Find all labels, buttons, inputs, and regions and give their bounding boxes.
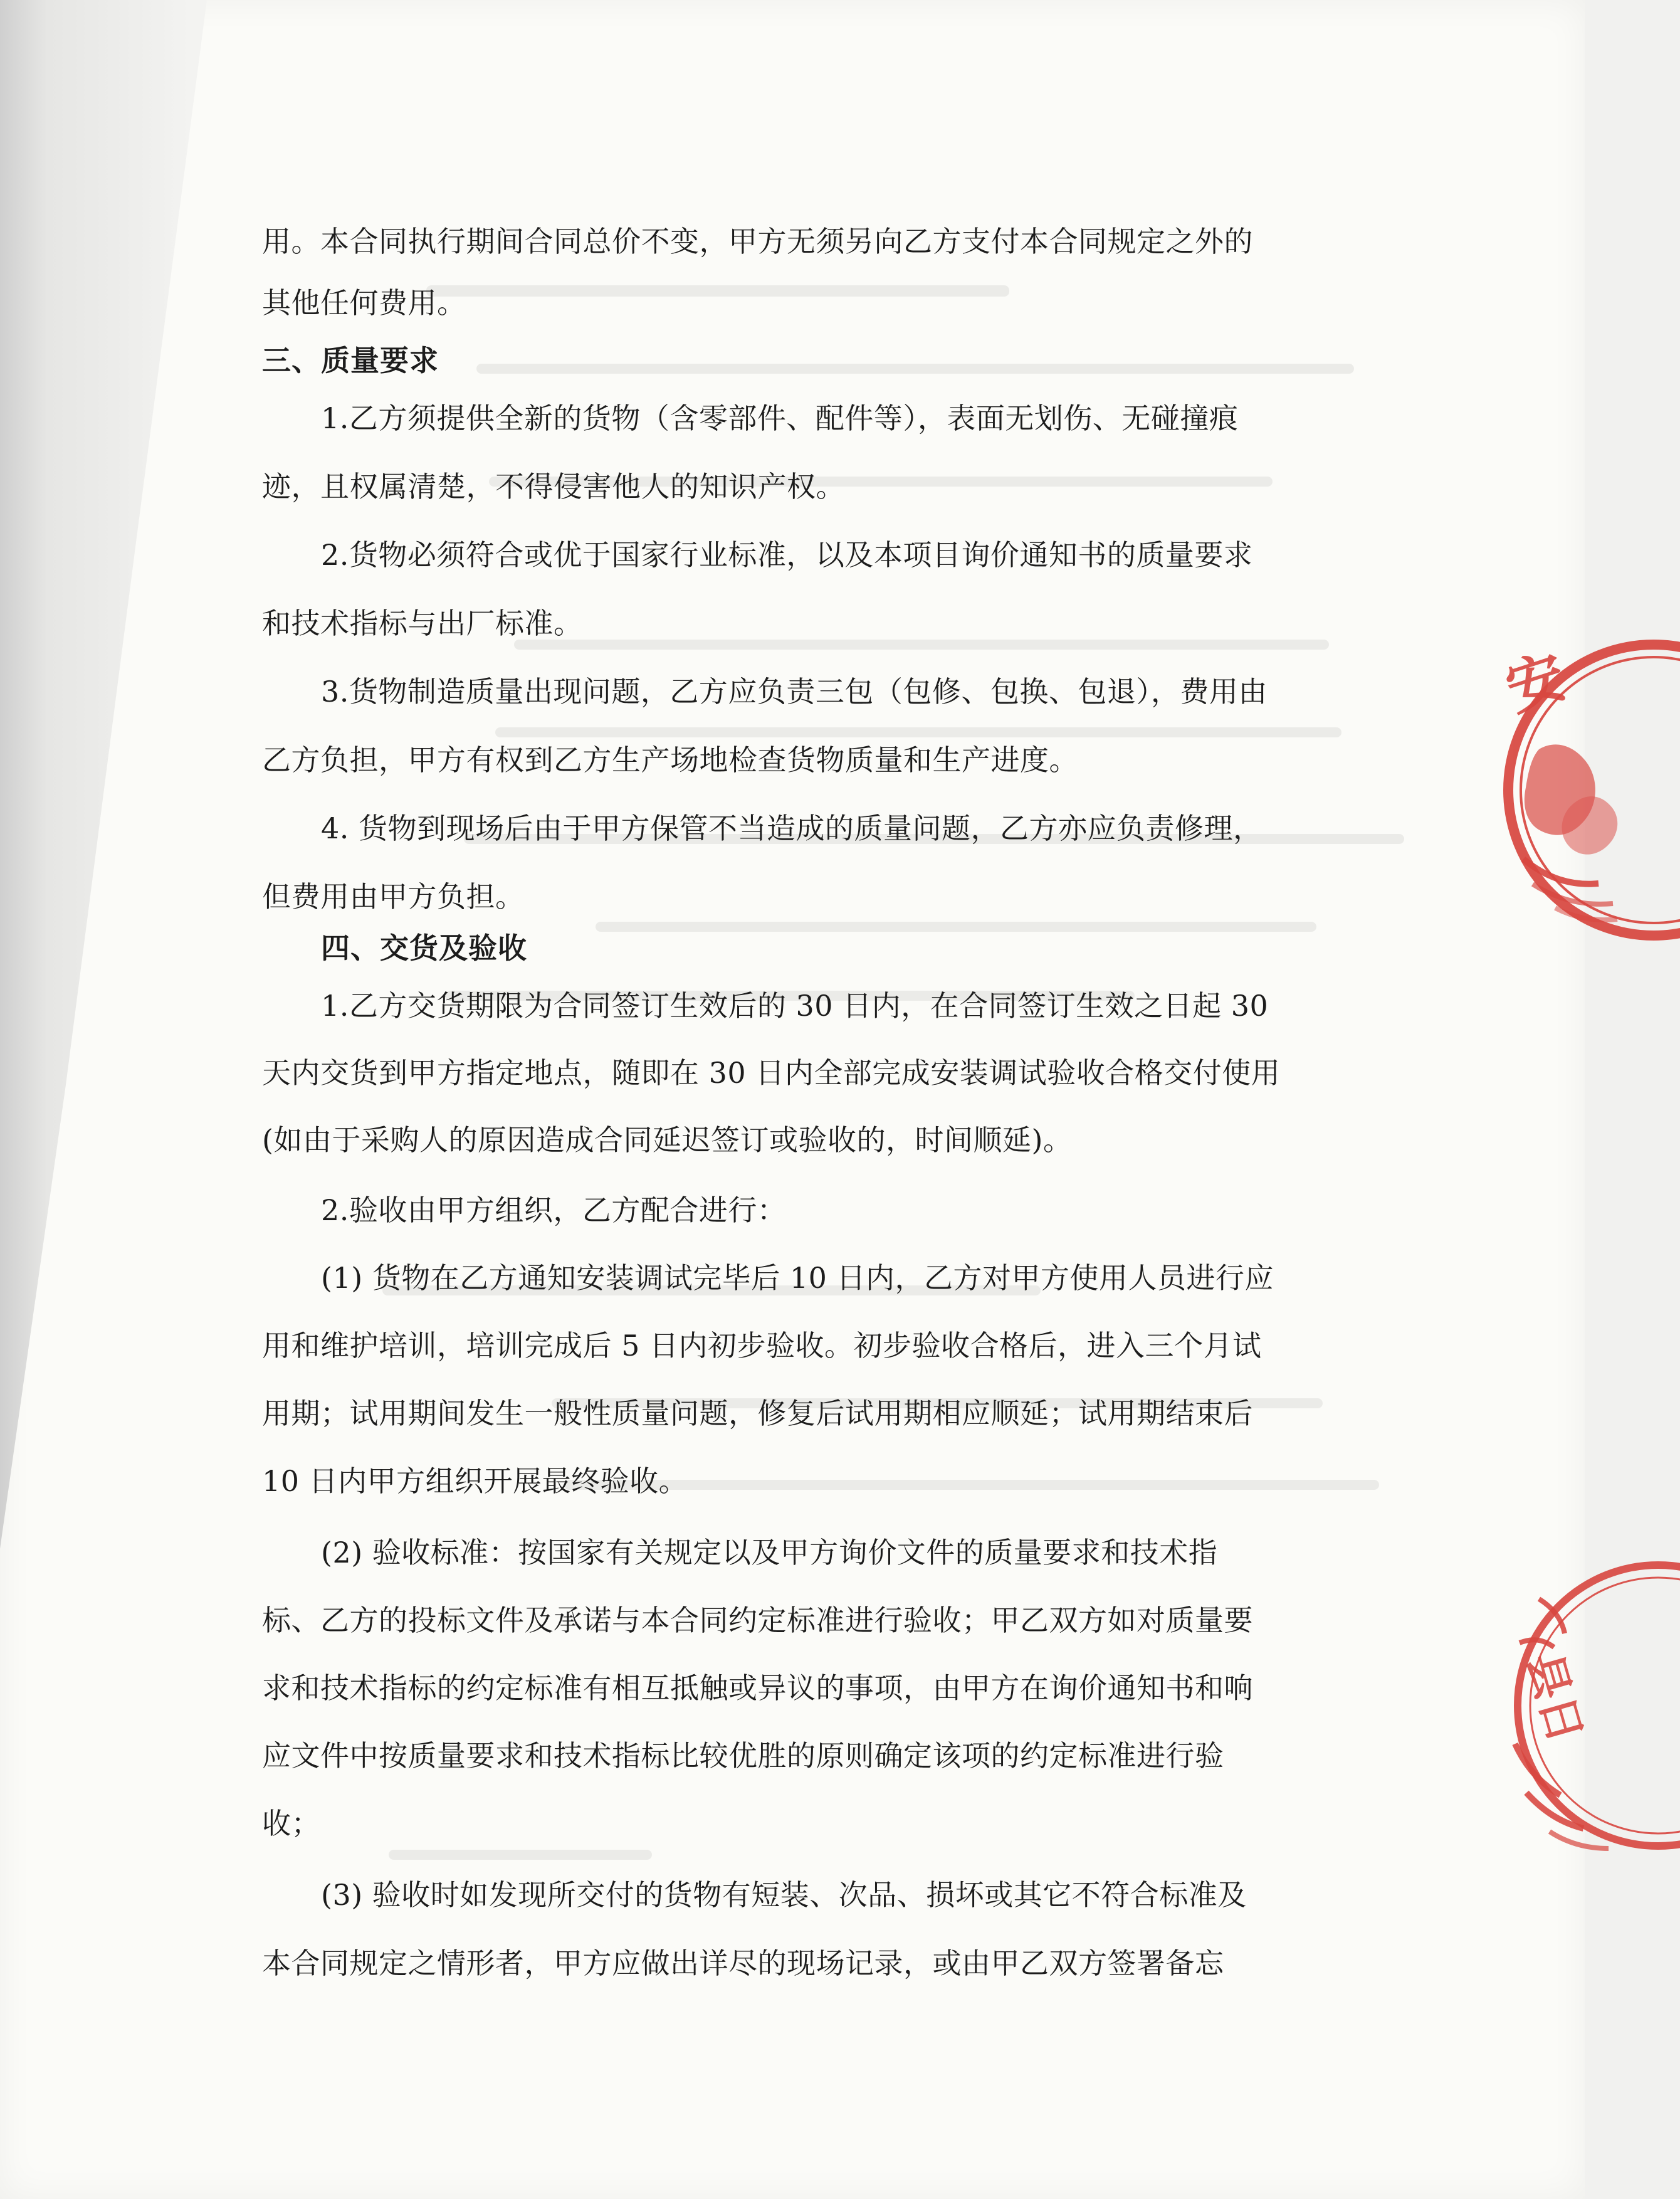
quality-item-1-line-2: 迹，且权属清楚，不得侵害他人的知识产权。 <box>262 470 845 504</box>
acceptance-item-2-line-3: 求和技术指标的约定标准有相互抵触或异议的事项，由甲方在询价通知书和响 <box>262 1671 1253 1705</box>
quality-item-3-line-1: 3.货物制造质量出现问题，乙方应负责三包（包修、包换、包退），费用由 <box>321 675 1268 709</box>
acceptance-item-3-line-1: (3) 验收时如发现所交付的货物有短装、次品、损坏或其它不符合标准及 <box>321 1878 1247 1912</box>
delivery-item-1-line-2: 天内交货到甲方指定地点，随即在 30 日内全部完成安装调试验收合格交付使用 <box>262 1056 1281 1090</box>
quality-item-4-line-1: 4. 货物到现场后由于甲方保管不当造成的质量问题，乙方亦应负责修理， <box>321 811 1263 845</box>
acceptance-item-2-line-5: 收； <box>262 1806 320 1840</box>
quality-item-3-line-2: 乙方负担，甲方有权到乙方生产场地检查货物质量和生产进度。 <box>262 743 1078 777</box>
quality-item-4-line-2: 但费用由甲方负担。 <box>262 880 525 914</box>
acceptance-item-2-line-1: (2) 验收标准：按国家有关规定以及甲方询价文件的质量要求和技术指 <box>321 1536 1218 1569</box>
top-seal-character: 安 <box>1498 641 1574 724</box>
acceptance-item-2-line-4: 应文件中按质量要求和技术指标比较优胜的原则确定该项的约定标准进行验 <box>262 1739 1224 1773</box>
delivery-item-2-line-1: 2.验收由甲方组织，乙方配合进行： <box>321 1193 787 1227</box>
quality-item-1-line-1: 1.乙方须提供全新的货物（含零部件、配件等），表面无划伤、无碰撞痕 <box>321 401 1239 435</box>
acceptance-item-2-line-2: 标、乙方的投标文件及承诺与本合同约定标准进行验收；甲乙双方如对质量要 <box>262 1603 1253 1637</box>
top-partial-seal <box>1498 614 1680 991</box>
section-heading-quality: 三、质量要求 <box>262 344 439 377</box>
bottom-partial-seal <box>1504 1542 1680 1919</box>
delivery-item-1-line-1: 1.乙方交货期限为合同签订生效后的 30 日内，在合同签订生效之日起 30 <box>321 989 1269 1023</box>
paragraph-line-1: 用。本合同执行期间合同总价不变，甲方无须另向乙方支付本合同规定之外的 <box>262 224 1253 258</box>
quality-item-2-line-2: 和技术指标与出厂标准。 <box>262 606 583 640</box>
paragraph-line-2: 其他任何费用。 <box>262 286 466 320</box>
delivery-item-1-line-3: (如由于采购人的原因造成合同延迟签订或验收的，时间顺延)。 <box>262 1123 1073 1157</box>
acceptance-item-1-line-4: 10 日内甲方组织开展最终验收。 <box>262 1464 688 1498</box>
acceptance-item-3-line-2: 本合同规定之情形者，甲方应做出详尽的现场记录，或由甲乙双方签署备忘 <box>262 1946 1224 1980</box>
quality-item-2-line-1: 2.货物必须符合或优于国家行业标准，以及本项目询价通知书的质量要求 <box>321 538 1253 572</box>
section-heading-delivery: 四、交货及验收 <box>321 931 527 965</box>
acceptance-item-1-line-2: 用和维护培训，培训完成后 5 日内初步验收。初步验收合格后，进入三个月试 <box>262 1329 1262 1363</box>
acceptance-item-1-line-1: (1) 货物在乙方通知安装调试完毕后 10 日内，乙方对甲方使用人员进行应 <box>321 1261 1274 1295</box>
acceptance-item-1-line-3: 用期；试用期间发生一般性质量问题，修复后试用期相应顺延；试用期结束后 <box>262 1396 1253 1430</box>
bottom-seal-characters: 县日 <box>1517 1647 1593 1749</box>
